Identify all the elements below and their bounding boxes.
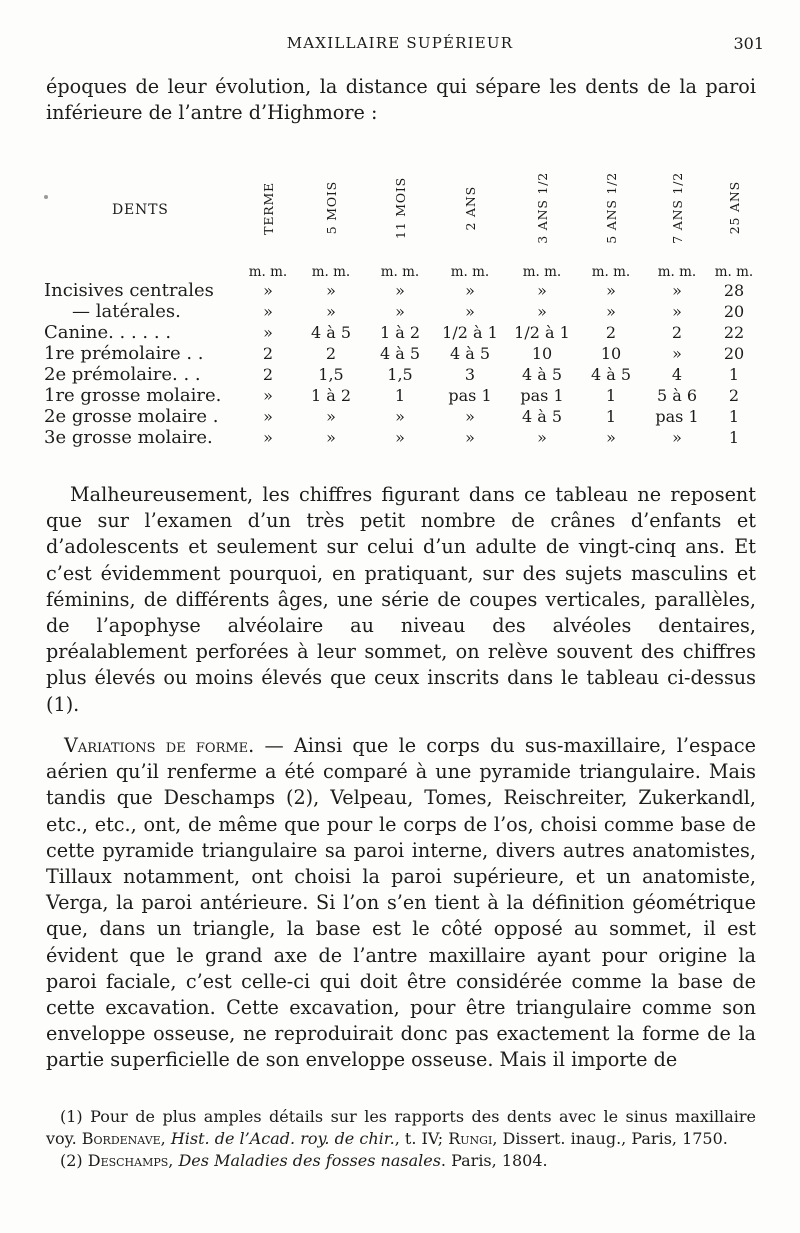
table-cell: 2 bbox=[262, 365, 274, 384]
table-cell: 10 bbox=[531, 344, 553, 363]
table-cell: » bbox=[326, 407, 336, 426]
column-header bbox=[240, 170, 296, 250]
table-header-row bbox=[44, 170, 758, 250]
footnote-1-rest: , Dissert. inaug., Paris, 1750. bbox=[492, 1129, 728, 1148]
table-row bbox=[44, 343, 758, 364]
unit-spacer bbox=[44, 250, 240, 280]
column-header bbox=[578, 170, 644, 250]
table-row bbox=[44, 364, 758, 385]
table-cell: » bbox=[465, 428, 475, 447]
footnote-1-vol: , t. IV; bbox=[394, 1129, 449, 1148]
table-cell: » bbox=[263, 323, 273, 342]
table-cell: » bbox=[465, 407, 475, 426]
table-cell: » bbox=[263, 407, 273, 426]
table-cell: 4 à 5 bbox=[521, 365, 563, 384]
footnote-2-work: Des Maladies des fosses nasales bbox=[178, 1151, 441, 1170]
table-cell: » bbox=[606, 281, 616, 300]
table-cell: 2 bbox=[671, 323, 683, 342]
table-cell: 1/2 à 1 bbox=[514, 323, 570, 342]
table-cell: » bbox=[672, 302, 682, 321]
table-row bbox=[44, 322, 758, 343]
unit-label: m. m. bbox=[714, 264, 754, 280]
table-cell: pas 1 bbox=[448, 386, 492, 405]
table-cell: 4 à 5 bbox=[449, 344, 491, 363]
table-cell: » bbox=[263, 386, 273, 405]
unit-label: m. m. bbox=[248, 264, 288, 280]
column-header-dents: DENTS bbox=[112, 202, 169, 218]
column-header-label: TERME bbox=[260, 181, 276, 235]
table-cell: 4 à 5 bbox=[521, 407, 563, 426]
column-header-label: 3 ANS 1/2 bbox=[534, 172, 550, 244]
column-header-label: 11 MOIS bbox=[392, 176, 408, 240]
tooth-name: 3e grosse molaire. bbox=[44, 427, 213, 448]
table-cell: 4 à 5 bbox=[590, 365, 632, 384]
table-cell: 1 bbox=[728, 407, 740, 426]
table-cell: 2 bbox=[262, 344, 274, 363]
table-cell: » bbox=[326, 302, 336, 321]
footnote-2-rest: . Paris, 1804. bbox=[440, 1151, 548, 1170]
tooth-name: 1re prémolaire . . bbox=[44, 343, 204, 364]
unit-label: m. m. bbox=[591, 264, 631, 280]
table-cell: » bbox=[395, 428, 405, 447]
table-cell: » bbox=[537, 281, 547, 300]
table-cell: » bbox=[263, 281, 273, 300]
table-cell: 1/2 à 1 bbox=[442, 323, 498, 342]
unit-label: m. m. bbox=[311, 264, 351, 280]
footnote-2-num: (2) bbox=[60, 1151, 88, 1170]
table-cell: 4 bbox=[671, 365, 683, 384]
footnote-1-text: (1) Pour de plus amples détails sur les rapports des dents avec le sinus maxillaire voy. bbox=[46, 1107, 756, 1148]
table-cell: 5 à 6 bbox=[656, 386, 698, 405]
table-cell: 2 bbox=[605, 323, 617, 342]
tooth-name: Canine. . . . . . bbox=[44, 322, 172, 343]
unit-label: m. m. bbox=[522, 264, 562, 280]
table-cell: 1 bbox=[728, 365, 740, 384]
footnotes bbox=[46, 1106, 756, 1172]
table-cell: » bbox=[672, 428, 682, 447]
table-row bbox=[44, 406, 758, 427]
table-cell: » bbox=[395, 407, 405, 426]
table-cell: » bbox=[395, 281, 405, 300]
table-cell: » bbox=[326, 281, 336, 300]
table-cell: » bbox=[537, 428, 547, 447]
teeth-distance-table bbox=[44, 170, 758, 448]
table-cell: pas 1 bbox=[520, 386, 564, 405]
column-header-label: 7 ANS 1/2 bbox=[669, 172, 685, 244]
column-header bbox=[710, 170, 758, 250]
table-cell: » bbox=[606, 302, 616, 321]
tooth-name: Incisives centrales bbox=[44, 280, 214, 301]
tooth-name: 1re grosse molaire. bbox=[44, 385, 222, 406]
table-cell: » bbox=[326, 428, 336, 447]
footnote-1-author: Bordenave bbox=[81, 1129, 161, 1148]
table-cell: 28 bbox=[723, 281, 745, 300]
table-cell: » bbox=[263, 428, 273, 447]
column-header-label: 5 ANS 1/2 bbox=[603, 172, 619, 244]
section-heading: Variations de forme. bbox=[64, 734, 255, 757]
tooth-name: 2e prémolaire. . . bbox=[44, 364, 201, 385]
footnote-1-work: Hist. de l’Acad. roy. de chir. bbox=[170, 1129, 395, 1148]
tooth-name: — latérales. bbox=[72, 301, 181, 322]
column-header bbox=[296, 170, 366, 250]
table-cell: » bbox=[465, 281, 475, 300]
table-cell: 1 bbox=[728, 428, 740, 447]
table-cell: 4 à 5 bbox=[379, 344, 421, 363]
column-header-label: 25 ANS bbox=[726, 181, 742, 235]
page-header bbox=[0, 34, 800, 54]
table-cell: 1,5 bbox=[387, 365, 413, 384]
table-cell: 20 bbox=[723, 344, 745, 363]
column-header bbox=[644, 170, 710, 250]
footnote-1 bbox=[46, 1106, 756, 1150]
table-cell: 2 bbox=[728, 386, 740, 405]
table-cell: » bbox=[672, 281, 682, 300]
table-cell: 4 à 5 bbox=[310, 323, 352, 342]
table-cell: » bbox=[672, 344, 682, 363]
column-header-label: 5 MOIS bbox=[323, 181, 339, 235]
section-text: — Ainsi que le corps du sus-maxillaire, l’espace aérien qu’il renferme a été comparé à une pyramide triangulaire. Mais tandis que Deschamps (2), Velpeau, Tomes, Reischreiter, Zukerkandl, etc., etc., ont, de même que pour le corps de l’os, choisi comme base de cette pyramide triangulaire sa paroi interne, divers autres anatomistes, Tillaux notamment, ont choisi la paroi supérieure, et un anatomiste, Verga, la paroi antérieure. Si l’on s’en tient à la définition géométrique que, dans un triangle, la base est le côté opposé au sommet, il est évident que le grand axe de l’antre maxillaire ayant pour origine la paroi faciale, c’est celle-ci qui doit être considérée comme la base de cette excavation. Cette excavation, pour être triangulaire comme son enveloppe osseuse, ne reproduirait donc pas exactement la forme de la partie superficielle de son enveloppe osseuse. Mais il importe de bbox=[46, 734, 756, 1072]
footnote-2-sep: , bbox=[168, 1151, 179, 1170]
table-unit-row bbox=[44, 250, 758, 280]
table-cell: » bbox=[263, 302, 273, 321]
table-cell: 10 bbox=[600, 344, 622, 363]
footnote-2-author: Deschamps bbox=[87, 1151, 169, 1170]
page-number: 301 bbox=[733, 34, 764, 53]
table-row bbox=[44, 427, 758, 448]
table-row bbox=[44, 280, 758, 301]
running-title: MAXILLAIRE SUPÉRIEUR bbox=[286, 34, 514, 52]
column-header bbox=[366, 170, 434, 250]
paragraph-limitations: Malheureusement, les chiffres figurant dans ce tableau ne reposent que sur l’examen d’un très petit nombre de crânes d’enfants et d’adolescents et seulement sur celui d’un adulte de vingt-cinq ans. Et c’est évidemment pourquoi, en pratiquant, sur des sujets masculins et féminins, de différents âges, une série de coupes verticales, parallèles, de l’apophyse alvéolaire au niveau des alvéoles dentaires, préalablement perforées à leur sommet, on relève souvent des chiffres plus élevés ou moins élevés que ceux inscrits dans le tableau ci-dessus (1). bbox=[46, 483, 756, 716]
table-cell: 1 bbox=[394, 386, 406, 405]
paragraph-variations bbox=[46, 733, 756, 1074]
footnote-2 bbox=[46, 1150, 756, 1172]
table-cell: 20 bbox=[723, 302, 745, 321]
table-row bbox=[44, 301, 758, 322]
unit-label: m. m. bbox=[657, 264, 697, 280]
footnote-1-sep: , bbox=[160, 1129, 171, 1148]
table-cell: » bbox=[395, 302, 405, 321]
unit-label: m. m. bbox=[380, 264, 420, 280]
column-header bbox=[434, 170, 506, 250]
table-row bbox=[44, 385, 758, 406]
table-cell: 22 bbox=[723, 323, 745, 342]
footnote-1-author-2: Rungi bbox=[448, 1129, 493, 1148]
intro-paragraph: époques de leur évolution, la distance qui sépare les dents de la paroi inférieure de l’antre d’Highmore : bbox=[46, 75, 756, 125]
unit-label: m. m. bbox=[450, 264, 490, 280]
table-cell: » bbox=[606, 428, 616, 447]
table-cell: 1 à 2 bbox=[379, 323, 421, 342]
tooth-name: 2e grosse molaire . bbox=[44, 406, 219, 427]
table-cell: pas 1 bbox=[655, 407, 699, 426]
table-cell: 3 bbox=[464, 365, 476, 384]
table-cell: 1 bbox=[605, 407, 617, 426]
column-header bbox=[506, 170, 578, 250]
column-header-label: 2 ANS bbox=[462, 185, 478, 231]
table-cell: 2 bbox=[325, 344, 337, 363]
table-cell: » bbox=[537, 302, 547, 321]
table-cell: 1 bbox=[605, 386, 617, 405]
table-cell: 1,5 bbox=[318, 365, 344, 384]
table-cell: 1 à 2 bbox=[310, 386, 352, 405]
table-cell: » bbox=[465, 302, 475, 321]
